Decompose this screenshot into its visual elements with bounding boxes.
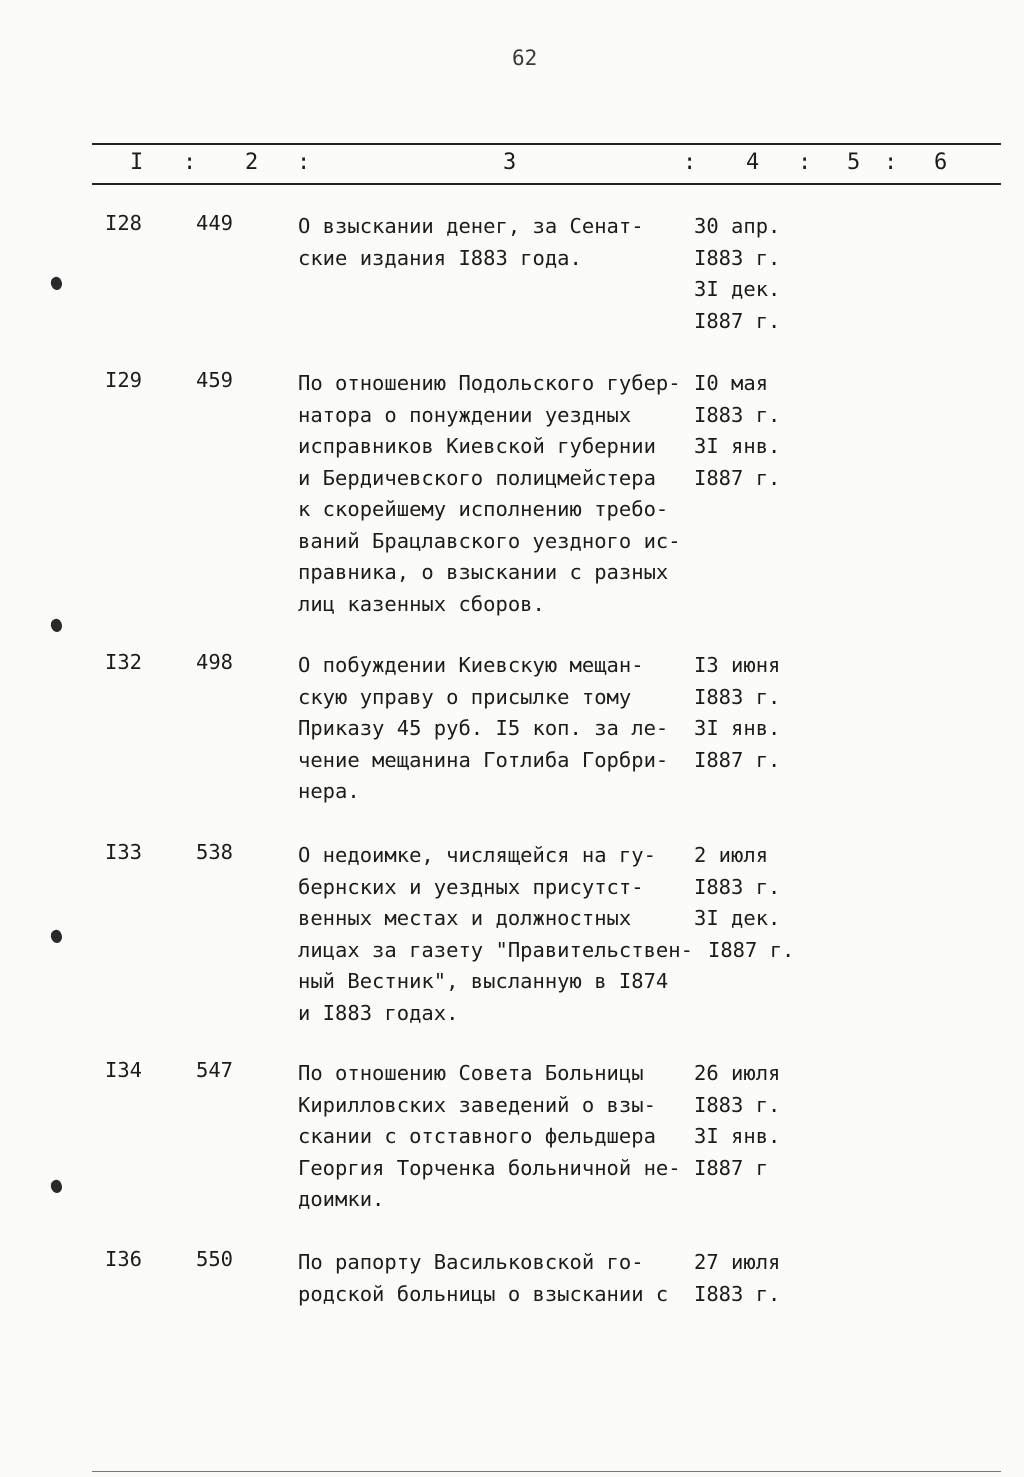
date-line: 27 июля (694, 1250, 781, 1274)
title-line: По отношению Совета Больницы (298, 1061, 644, 1085)
title-line: натора о понуждении уездных (298, 402, 632, 427)
date-line: I883 г. (694, 1092, 781, 1117)
date-line: I883 г. (694, 1281, 781, 1306)
title-line: исправников Киевской губернии (298, 434, 656, 458)
date-range (694, 211, 804, 337)
case-title (298, 650, 718, 808)
title-line: чение мещанина Готлиба Горбри- (298, 747, 669, 772)
row-number: I29 (105, 368, 143, 392)
title-line: к скорейшему исполнению требо- (298, 497, 669, 521)
date-line: I887 г. (694, 465, 781, 490)
title-line: О взыскании денег, за Сенат- (298, 214, 644, 238)
date-line: I3 июня (694, 653, 781, 677)
header-bottom-rule (92, 183, 1001, 185)
table-header (0, 150, 1024, 180)
title-line: и I883 годах. (298, 1000, 459, 1025)
case-title (298, 1247, 718, 1310)
date-line: 3I янв. (694, 1124, 781, 1148)
case-number: 498 (196, 650, 234, 674)
header-separator: : (183, 150, 197, 175)
title-line: Кирилловских заведений о взы- (298, 1092, 656, 1117)
case-title (298, 1058, 718, 1216)
header-separator: : (297, 150, 311, 175)
header-separator: : (683, 150, 697, 175)
title-line: правника, о взыскании с разных (298, 560, 669, 584)
title-line: и Бердичевского полицмейстера (298, 465, 656, 490)
case-number: 459 (196, 368, 234, 392)
case-number: 547 (196, 1058, 234, 1082)
row-number: I33 (105, 840, 143, 864)
header-col-6: 6 (934, 150, 948, 175)
title-line: По отношению Подольского губер- (298, 371, 681, 395)
date-line: I0 мая (694, 371, 769, 395)
title-line: доимки. (298, 1187, 385, 1211)
date-line: I883 г. (694, 245, 781, 270)
header-col-4: 4 (746, 150, 760, 175)
title-line: венных местах и должностных (298, 906, 632, 930)
punch-hole-icon (49, 617, 64, 633)
date-range (694, 650, 804, 776)
punch-hole-icon (49, 275, 64, 291)
date-line: I883 г. (694, 874, 781, 899)
case-title (298, 840, 718, 1029)
date-line: 30 апр. (694, 214, 781, 238)
date-line: I887 г (694, 1155, 769, 1180)
title-line: Приказу 45 руб. I5 коп. за ле- (298, 716, 669, 740)
title-line: бернских и уездных присутст- (298, 874, 644, 899)
header-col-1: I (130, 150, 144, 175)
date-range (694, 368, 804, 494)
date-line: I883 г. (694, 402, 781, 427)
row-number: I36 (105, 1247, 143, 1271)
title-line: О побуждении Киевскую мещан- (298, 653, 644, 677)
title-line: нера. (298, 779, 360, 803)
title-line: лицах за газету "Правительствен- (298, 937, 693, 962)
date-line: 3I янв. (694, 434, 781, 458)
title-line: скую управу о присылке тому (298, 684, 632, 709)
title-line: О недоимке, числящейся на гу- (298, 843, 656, 867)
title-line: ваний Брацлавского уездного ис- (298, 528, 681, 553)
header-separator: : (798, 150, 812, 175)
punch-hole-icon (49, 928, 64, 944)
header-separator: : (884, 150, 898, 175)
punch-hole-icon (49, 1178, 64, 1194)
title-line: По рапорту Васильковской го- (298, 1250, 644, 1274)
title-line: ный Вестник", высланную в I874 (298, 969, 669, 993)
page-number: 62 (512, 46, 538, 70)
date-line: 3I дек. (694, 277, 781, 301)
row-number: I32 (105, 650, 143, 674)
bottom-edge-rule (92, 1471, 1001, 1472)
case-title (298, 211, 718, 274)
title-line: Георгия Торченка больничной не- (298, 1155, 681, 1180)
case-number: 538 (196, 840, 234, 864)
title-line: скании с отставного фельдшера (298, 1124, 656, 1148)
header-col-3: 3 (503, 150, 517, 175)
date-line: I887 г. (694, 747, 781, 772)
header-col-2: 2 (245, 150, 259, 175)
title-line: родской больницы о взыскании с (298, 1281, 669, 1306)
date-line: 2 июля (694, 843, 769, 867)
header-col-5: 5 (847, 150, 861, 175)
row-number: I28 (105, 211, 143, 235)
title-line: лиц казенных сборов. (298, 591, 545, 616)
header-top-rule (92, 143, 1001, 145)
title-line: ские издания I883 года. (298, 245, 582, 270)
date-range (694, 1247, 804, 1310)
case-title (298, 368, 718, 620)
date-line: I883 г. (694, 684, 781, 709)
date-line: I887 г. (708, 937, 795, 962)
date-range (694, 840, 804, 966)
date-line: I887 г. (694, 308, 781, 333)
case-number: 449 (196, 211, 234, 235)
row-number: I34 (105, 1058, 143, 1082)
case-number: 550 (196, 1247, 234, 1271)
date-range (694, 1058, 804, 1184)
date-line: 3I янв. (694, 716, 781, 740)
date-line: 26 июля (694, 1061, 781, 1085)
date-line: 3I дек. (694, 906, 781, 930)
